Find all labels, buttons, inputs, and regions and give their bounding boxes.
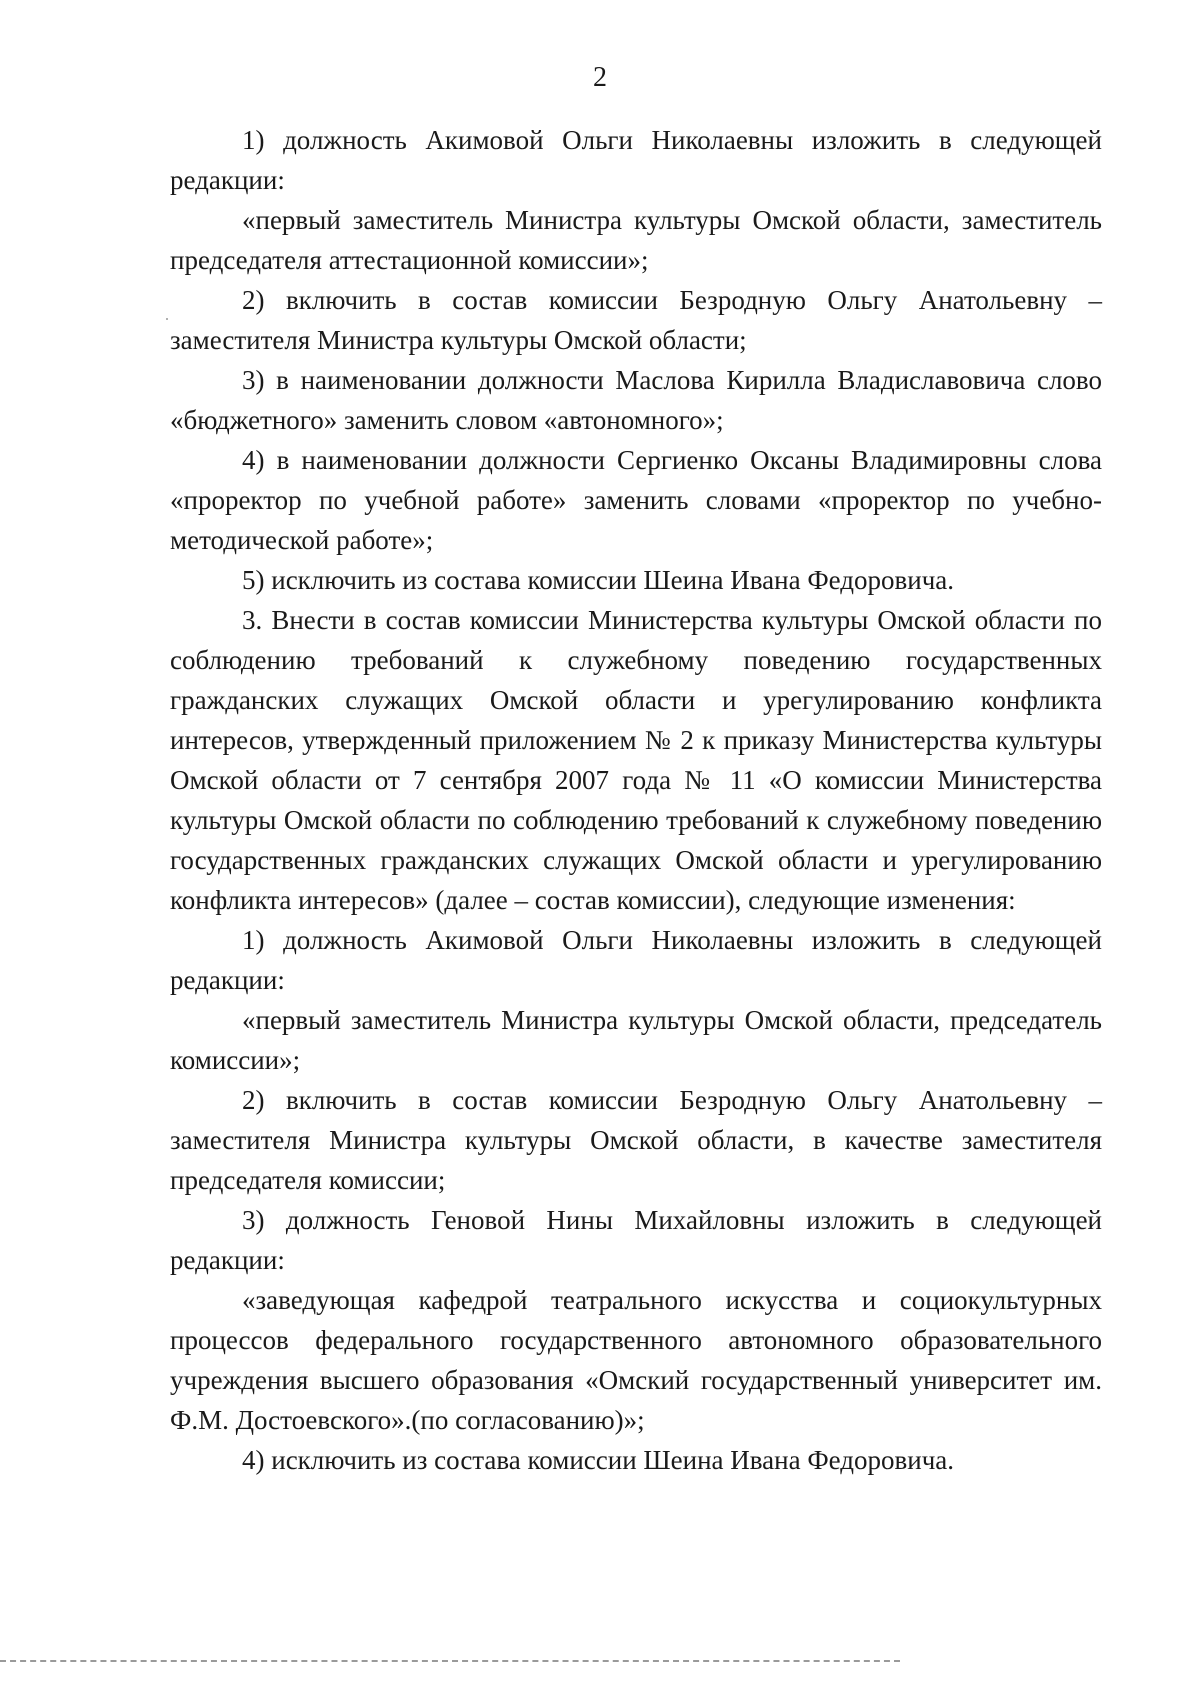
item-5-exclude-shein: 5) исключить из состава комиссии Шеина Ивана Федоровича. xyxy=(242,565,955,595)
section-3-heading-paragraph: 3. Внести в состав комиссии Министерства культуры Омской области по соблюдению требований к служебному поведению государственных гражданских служащих Омской области и урегулированию конфликта интересов, утвержденный приложением № 2 к приказу Министерства культуры Омской области от 7 сентября 2007 года № 11 «О комиссии Министерства культуры Омской области по соблюдению требований к служебному поведению государственных гражданских служащих Омской области и урегулированию конфликта интересов» (далее – состав комиссии), следующие изменения: xyxy=(170,605,1102,915)
item-2-include-bezrodnaya: 2) включить в состав комиссии Безродную Ольгу Анатольевну – заместителя Министра культуры Омской области; xyxy=(170,285,1102,355)
section-3-item-3-quote: «заведующая кафедрой театрального искусства и социокультурных процессов федерального государственного автономного образовательного учреждения высшего образования «Омский государственный университет им. Ф.М. Достоевского».(по согласованию)»; xyxy=(170,1285,1102,1435)
item-1-akimova-position: 1) должность Акимовой Ольги Николаевны изложить в следующей редакции: xyxy=(170,125,1102,195)
scan-bottom-edge-line xyxy=(0,1660,900,1662)
section-3-item-1-akimova: 1) должность Акимовой Ольги Николаевны изложить в следующей редакции: xyxy=(170,925,1102,995)
scan-speck xyxy=(166,318,168,320)
section-3-item-4-exclude-shein: 4) исключить из состава комиссии Шеина Ивана Федоровича. xyxy=(242,1445,955,1475)
section-3-item-2-bezrodnaya: 2) включить в состав комиссии Безродную Ольгу Анатольевну – заместителя Министра культуры Омской области, в качестве заместителя председателя комиссии; xyxy=(170,1085,1102,1195)
section-3-item-1-quote: «первый заместитель Министра культуры Омской области, председатель комиссии»; xyxy=(170,1005,1102,1075)
section-3-item-3-genova: 3) должность Геновой Нины Михайловны изложить в следующей редакции: xyxy=(170,1205,1102,1275)
page-number: 2 xyxy=(593,62,607,93)
document-body xyxy=(170,120,1102,1480)
item-1-quote: «первый заместитель Министра культуры Омской области, заместитель председателя аттестационной комиссии»; xyxy=(170,205,1102,275)
item-3-maslov-title: 3) в наименовании должности Маслова Кирилла Владиславовича слово «бюджетного» заменить словом «автономного»; xyxy=(170,365,1102,435)
item-4-sergienko-title: 4) в наименовании должности Сергиенко Оксаны Владимировны слова «проректор по учебной работе» заменить словами «проректор по учебно-методической работе»; xyxy=(170,445,1102,555)
